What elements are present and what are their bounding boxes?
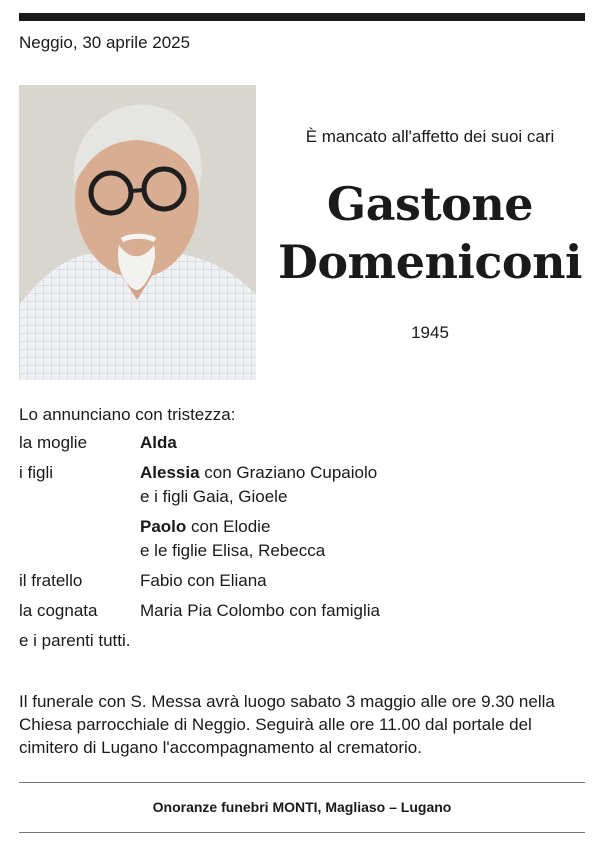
relative-entry: Fabio con Eliana <box>140 571 267 590</box>
last-name: Domeniconi <box>277 235 583 289</box>
obituary-header <box>270 127 590 343</box>
relative-row <box>19 461 579 563</box>
relative-children: e i figli Gaia, Gioele <box>140 487 288 506</box>
relation-label: i figli <box>19 463 54 482</box>
mourners-list <box>19 405 579 659</box>
intro-text: È mancato all'affetto dei suoi cari <box>305 127 555 146</box>
relative-row <box>19 431 579 455</box>
relation-label: e i parenti tutti. <box>19 631 131 650</box>
relative-row <box>19 629 579 653</box>
first-name: Gastone <box>326 177 534 231</box>
footer-rule-bottom <box>19 832 585 833</box>
relation-label: la cognata <box>19 601 98 620</box>
relative-entry: Maria Pia Colombo con famiglia <box>140 601 380 620</box>
relative-entry <box>140 515 579 563</box>
relative-partner: con Elodie <box>186 517 271 536</box>
relative-row <box>19 599 579 623</box>
relative-entry <box>140 431 579 455</box>
relation-label: il fratello <box>19 571 83 590</box>
announce-text: Lo annunciano con tristezza: <box>19 405 236 424</box>
birth-year: 1945 <box>411 323 449 342</box>
relative-name: Alessia <box>140 463 200 482</box>
relative-name: Paolo <box>140 517 187 536</box>
relation-label: la moglie <box>19 433 88 452</box>
relative-children: e le figlie Elisa, Rebecca <box>140 541 326 560</box>
footer-rule-top <box>19 782 585 783</box>
funeral-details: Il funerale con S. Messa avrà luogo sabato 3 maggio alle ore 9.30 nella Chiesa parrocchiale di Neggio. Seguirà alle ore 11.00 dal portale del cimitero di Lugano l'accompagnamento al crematorio. <box>19 692 555 757</box>
deceased-name <box>270 175 590 291</box>
relative-row <box>19 569 579 593</box>
place-date: Neggio, 30 aprile 2025 <box>19 33 191 52</box>
relative-partner: con Graziano Cupaiolo <box>199 463 378 482</box>
top-rule <box>19 13 585 21</box>
relative-entry <box>140 461 579 509</box>
relative-name: Alda <box>140 433 177 452</box>
portrait-photo <box>19 85 256 380</box>
funeral-home: Onoranze funebri MONTI, Magliaso – Lugano <box>152 799 452 815</box>
